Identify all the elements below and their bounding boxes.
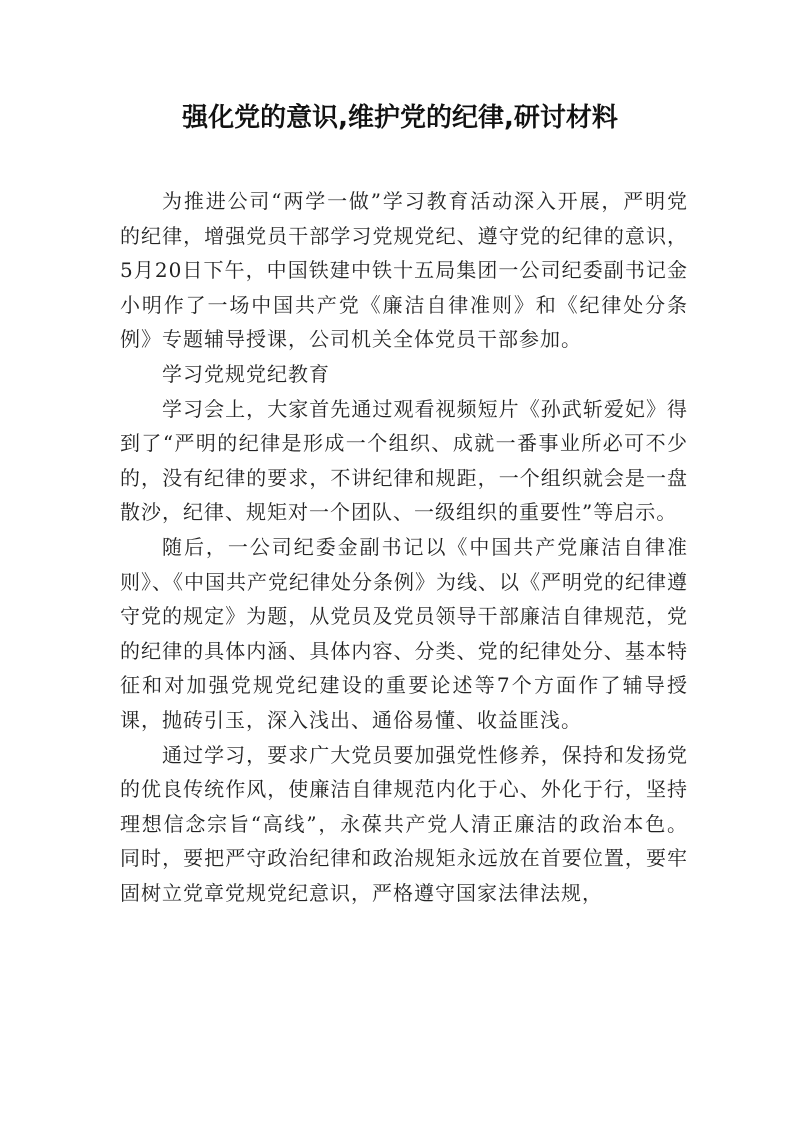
section-heading: 学习党规党纪教育 (162, 361, 330, 386)
paragraph-video: 学习会上，大家首先通过观看视频短片《孙武斩爱妃》得到了“严明的纪律是形成一个组织、成就一番事业所必可不少的，没有纪律的要求，不讲纪律和规距，一个组织就会是一盘散沙，纪律、规矩对一个团队、一级组织的重要性”等启示。 (120, 396, 688, 525)
document-title: 强化党的意识,维护党的纪律,研讨材料 (182, 103, 618, 133)
document-body (120, 184, 688, 910)
paragraph-intro: 为推进公司“两学一做”学习教育活动深入开展，严明党的纪律，增强党员干部学习党规党纪、遵守党的纪律的意识，5月20日下午，中国铁建中铁十五局集团一公司纪委副书记金小明作了一场中国共产党《廉洁自律准则》和《纪律处分条例》专题辅导授课，公司机关全体党员干部参加。 (120, 189, 688, 352)
paragraph-requirements: 通过学习，要求广大党员要加强党性修养，保持和发扬党的优良传统作风，使廉洁自律规范内化于心、外化于行，坚持理想信念宗旨“高线”，永葆共产党人清正廉洁的政治本色。同时，要把严守政治纪律和政治规矩永远放在首要位置，要牢固树立党章党规党纪意识，严格遵守国家法律法规， (120, 742, 688, 905)
paragraph-lecture: 随后，一公司纪委金副书记以《中国共产党廉洁自律准则》、《中国共产党纪律处分条例》为线、以《严明党的纪律遵守党的规定》为题，从党员及党员领导干部廉洁自律规范，党的纪律的具体内涵、具体内容、分类、党的纪律处分、基本特征和对加强党规党纪建设的重要论述等7个方面作了辅导授课，抛砖引玉，深入浅出、通俗易懂、收益匪浅。 (120, 534, 688, 732)
